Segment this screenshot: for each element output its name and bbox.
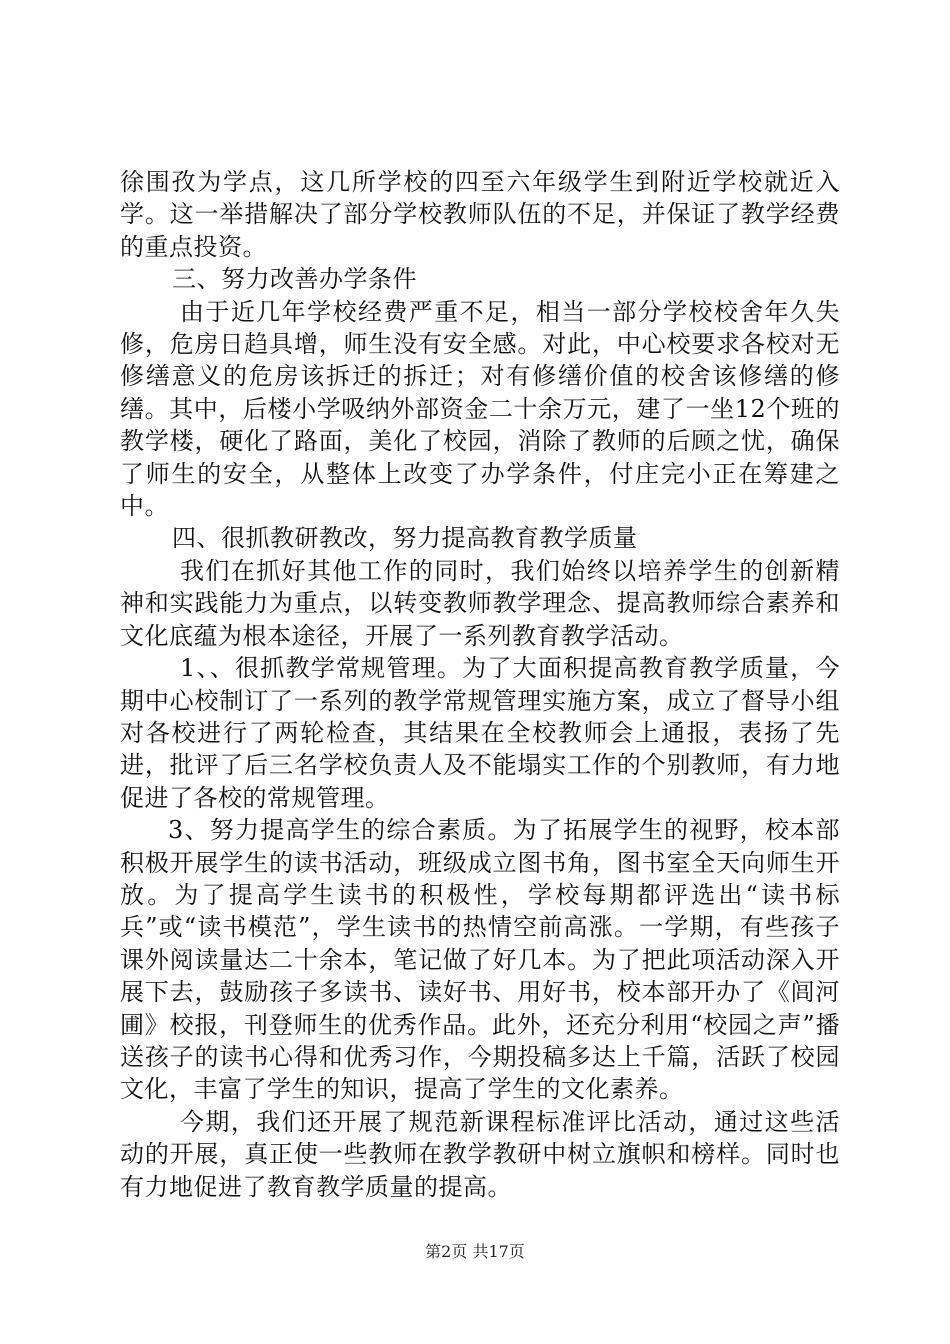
section-heading-4: 四、很抓教研教改，努力提高教育教学质量	[172, 524, 638, 553]
document-body	[120, 166, 840, 1203]
paragraph-facilities: 由于近几年学校经费严重不足，相当一部分学校校舍年久失修，危房日趋具增，师生没有安全感。对此，中心校要求各校对无修缮意义的危房该拆迁的拆迁；对有修缮价值的校舍该修缮的修缮。其中，后楼小学吸纳外部资金二十余万元，建了一坐12个班的教学楼，硬化了路面，美化了校园，消除了教师的后顾之忧，确保了师生的安全，从整体上改变了办学条件，付庄完小正在筹建之中。	[120, 297, 840, 521]
paragraph-routine-management: 1、、很抓教学常规管理。为了大面积提高教育教学质量，今期中心校制订了一系列的教学常规管理实施方案，成立了督导小组对各校进行了两轮检查，其结果在全校教师会上通报，表扬了先进，批评了后三名学校负责人及不能塌实工作的个别教师，有力地促进了各校的常规管理。	[120, 654, 840, 812]
paragraph-teaching-activities: 我们在抓好其他工作的同时，我们始终以培养学生的创新精神和实践能力为重点，以转变教师教学理念、提高教师综合素养和文化底蕴为根本途径，开展了一系列教育教学活动。	[120, 556, 840, 650]
section-heading-3: 三、努力改善办学条件	[172, 265, 417, 294]
page-number-footer: 第2页 共17页	[425, 1242, 525, 1261]
paragraph-continuation: 徐围孜为学点，这几所学校的四至六年级学生到附近学校就近入学。这一举措解决了部分学校教师队伍的不足，并保证了教学经费的重点投资。	[120, 168, 840, 261]
paragraph-student-quality: 3、努力提高学生的综合素质。为了拓展学生的视野，校本部积极开展学生的读书活动，班级成立图书角，图书室全天向师生开放。为了提高学生读书的积极性，学校每期都评选出“读书标兵”或“读书模范”，学生读书的热情空前高涨。一学期，有些孩子课外阅读量达二十余本，笔记做了好几本。为了把此项活动深入开展下去，鼓励孩子多读书、读好书、用好书，校本部开办了《闾河圃》校报，刊登师生的优秀作品。此外，还充分利用“校园之声”播送孩子的读书心得和优秀习作，今期投稿多达上千篇，活跃了校园文化，丰富了学生的知识，提高了学生的文化素养。	[120, 816, 840, 1104]
paragraph-curriculum-standards: 今期，我们还开展了规范新课程标准评比活动，通过这些活动的开展，真正使一些教师在教学教研中树立旗帜和榜样。同时也有力地促进了教育教学质量的提高。	[120, 1107, 840, 1201]
